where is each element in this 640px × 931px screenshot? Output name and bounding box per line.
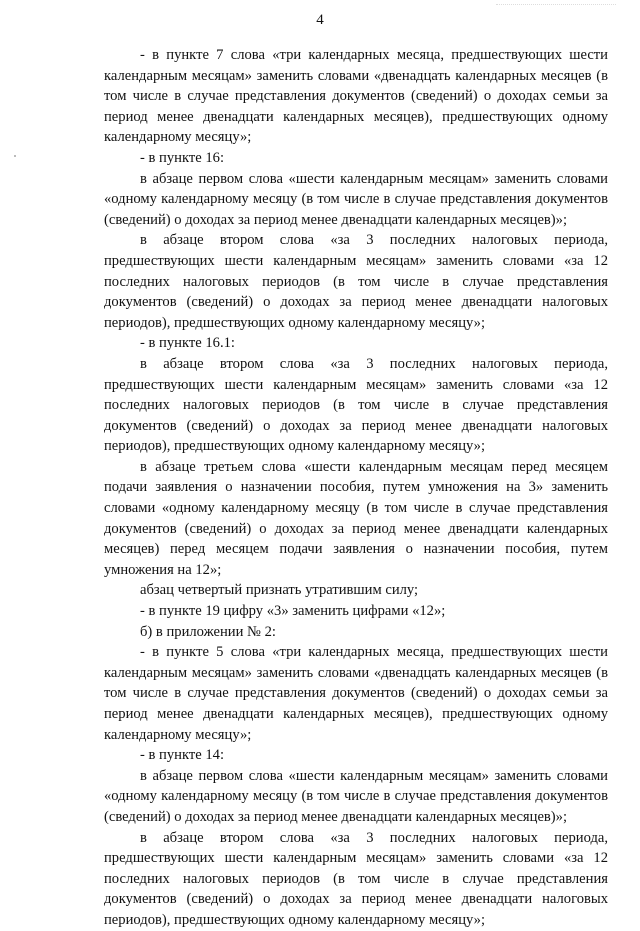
- paragraph: - в пункте 7 слова «три календарных месяца, предшествующих шести календарным месяцам» заменить словами «двенадцать календарных месяцев (в том числе в случае представления документов (сведений) о доходах семьи за период менее двенадцати календарных месяцев), предшествующих одному календарному месяцу»;: [104, 47, 608, 146]
- paragraph: - в пункте 19 цифру «3» заменить цифрами «12»;: [140, 603, 446, 620]
- paragraph: в абзаце первом слова «шести календарным месяцам» заменить словами «одному календарному месяцу (в том числе в случае представления документов (сведений) о доходах за период менее двенадцати календарных месяцев)»;: [104, 170, 608, 228]
- paragraph: - в пункте 14:: [140, 747, 225, 764]
- paragraph: в абзаце первом слова «шести календарным месяцам» заменить словами «одному календарному месяцу (в том числе в случае представления документов (сведений) о доходах за период менее двенадцати календарных месяцев)»;: [104, 767, 608, 825]
- scan-artifact-mark: [14, 155, 16, 157]
- paragraph: - в пункте 5 слова «три календарных месяца, предшествующих шести календарным месяцам» заменить словами «двенадцать календарных месяцев (в том числе в случае представления документов (сведений) о доходах семьи за период менее двенадцати календарных месяцев), предшествующих одному календарному месяцу»;: [104, 644, 608, 743]
- scan-artifact: [496, 4, 616, 11]
- paragraph: - в пункте 16.1:: [140, 335, 235, 352]
- document-body: [104, 45, 608, 931]
- page-number: 4: [316, 12, 324, 28]
- paragraph: в абзаце третьем слова «шести календарным месяцам перед месяцем подачи заявления о назначении пособия, путем умножения на 3» заменить словами «одному календарному месяцу (в том числе в случае представления документов (сведений) о доходах за период менее двенадцати календарных месяцев) перед месяцем подачи заявления о назначении пособия, путем умножения на 12»;: [104, 458, 608, 578]
- paragraph: в абзаце втором слова «за 3 последних налоговых периода, предшествующих шести календарным месяцам» заменить словами «за 12 последних налоговых периодов (в том числе в случае представления документов (сведений) о доходах за период менее двенадцати налоговых периодов), предшествующих одному календарному месяцу»;: [104, 232, 608, 331]
- paragraph: б) в приложении № 2:: [140, 623, 276, 640]
- paragraph: в абзаце втором слова «за 3 последних налоговых периода, предшествующих шести календарным месяцам» заменить словами «за 12 последних налоговых периодов (в том числе в случае представления документов (сведений) о доходах за период менее двенадцати налоговых периодов), предшествующих одному календарному месяцу»;: [104, 829, 608, 928]
- paragraph: в абзаце втором слова «за 3 последних налоговых периода, предшествующих шести календарным месяцам» заменить словами «за 12 последних налоговых периодов (в том числе в случае представления документов (сведений) о доходах за период менее двенадцати налоговых периодов), предшествующих одному календарному месяцу»;: [104, 355, 608, 455]
- paragraph: - в пункте 16:: [140, 149, 225, 166]
- paragraph: абзац четвертый признать утратившим силу;: [140, 582, 419, 599]
